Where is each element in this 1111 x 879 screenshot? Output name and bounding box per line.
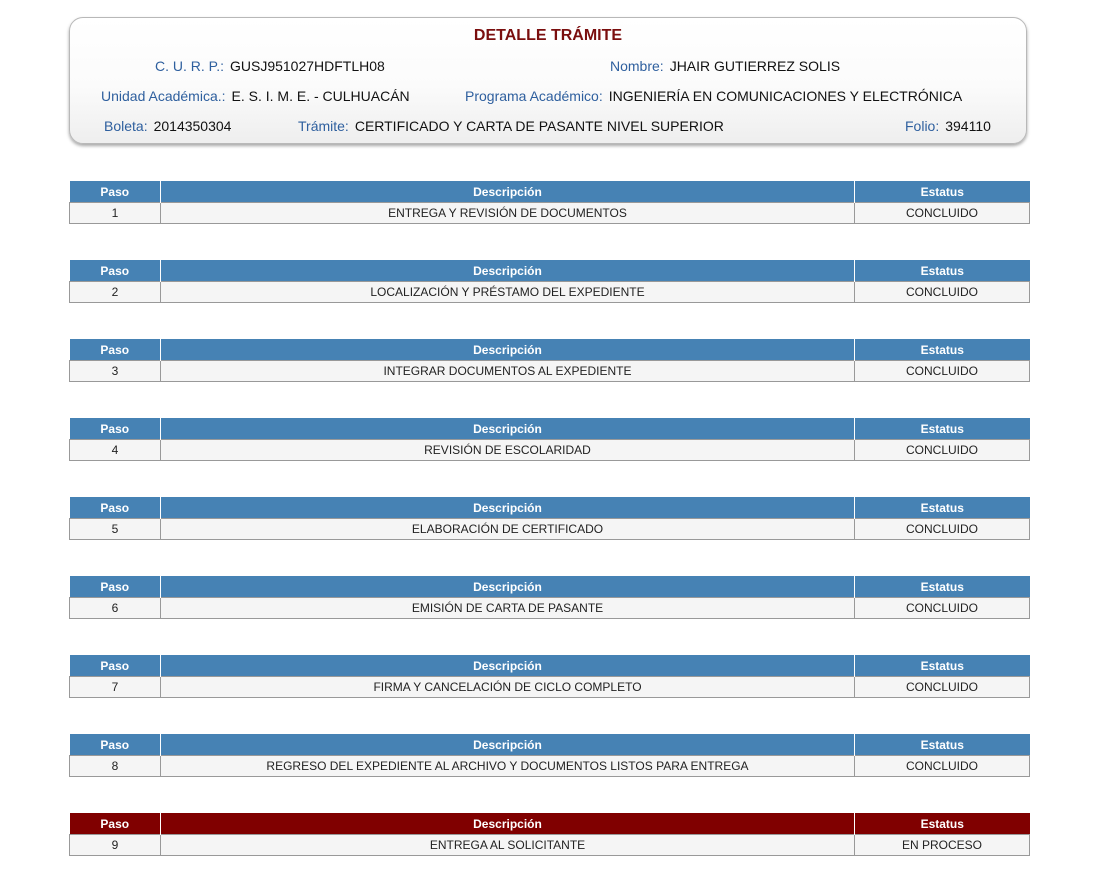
descripcion-header: Descripción [161,576,855,598]
estatus-header: Estatus [855,260,1030,282]
nombre-field [610,58,840,74]
estatus-cell: CONCLUIDO [855,598,1030,619]
estatus-cell: CONCLUIDO [855,519,1030,540]
estatus-cell: CONCLUIDO [855,677,1030,698]
programa-value: INGENIERÍA EN COMUNICACIONES Y ELECTRÓNICA [608,88,963,104]
table-row [70,598,1030,619]
folio-value: 394110 [945,118,991,134]
paso-header: Paso [70,418,161,440]
boleta-label: Boleta: [104,118,148,134]
paso-header: Paso [70,576,161,598]
estatus-header: Estatus [855,181,1030,203]
table-header-row [70,418,1030,440]
estatus-cell: CONCLUIDO [855,440,1030,461]
table-row [70,282,1030,303]
estatus-header: Estatus [855,339,1030,361]
step-table-6 [69,576,1030,619]
estatus-header: Estatus [855,734,1030,756]
descripcion-header: Descripción [161,655,855,677]
folio-field [905,118,991,134]
estatus-cell: CONCLUIDO [855,203,1030,224]
programa-label: Programa Académico: [465,88,603,104]
step-table-1 [69,181,1030,224]
table-header-row [70,497,1030,519]
paso-cell: 9 [70,835,161,856]
curp-value: GUSJ951027HDFTLH08 [229,58,385,74]
paso-cell: 4 [70,440,161,461]
paso-cell: 6 [70,598,161,619]
descripcion-header: Descripción [161,418,855,440]
step-table-2 [69,260,1030,303]
unidad-label: Unidad Académica.: [101,88,226,104]
paso-cell: 2 [70,282,161,303]
table-header-row [70,339,1030,361]
descripcion-cell: INTEGRAR DOCUMENTOS AL EXPEDIENTE [161,361,855,382]
step-table-9 [69,813,1030,856]
estatus-header: Estatus [855,576,1030,598]
descripcion-cell: LOCALIZACIÓN Y PRÉSTAMO DEL EXPEDIENTE [161,282,855,303]
page-title: DETALLE TRÁMITE [473,27,623,44]
table-row [70,203,1030,224]
descripcion-cell: REVISIÓN DE ESCOLARIDAD [161,440,855,461]
descripcion-cell: FIRMA Y CANCELACIÓN DE CICLO COMPLETO [161,677,855,698]
curp-field [155,58,385,74]
descripcion-cell: ENTREGA AL SOLICITANTE [161,835,855,856]
paso-header: Paso [70,339,161,361]
paso-cell: 7 [70,677,161,698]
paso-cell: 1 [70,203,161,224]
estatus-header: Estatus [855,418,1030,440]
step-table-7 [69,655,1030,698]
paso-header: Paso [70,260,161,282]
table-header-row [70,260,1030,282]
programa-field [465,88,962,104]
table-row [70,835,1030,856]
table-header-row [70,655,1030,677]
table-row [70,677,1030,698]
paso-header: Paso [70,655,161,677]
step-table-5 [69,497,1030,540]
table-row [70,440,1030,461]
descripcion-header: Descripción [161,734,855,756]
tramite-label: Trámite: [298,118,349,134]
paso-cell: 5 [70,519,161,540]
boleta-value: 2014350304 [153,118,232,134]
estatus-cell: CONCLUIDO [855,756,1030,777]
paso-cell: 3 [70,361,161,382]
paso-header: Paso [70,813,161,835]
descripcion-cell: EMISIÓN DE CARTA DE PASANTE [161,598,855,619]
table-row [70,361,1030,382]
folio-label: Folio: [905,118,940,134]
paso-header: Paso [70,734,161,756]
estatus-header: Estatus [855,813,1030,835]
estatus-cell: CONCLUIDO [855,282,1030,303]
table-row [70,756,1030,777]
step-table-4 [69,418,1030,461]
nombre-label: Nombre: [610,58,664,74]
descripcion-header: Descripción [161,339,855,361]
table-header-row [70,813,1030,835]
tramite-field [298,118,724,134]
estatus-cell: EN PROCESO [855,835,1030,856]
table-header-row [70,181,1030,203]
step-table-3 [69,339,1030,382]
table-header-row [70,576,1030,598]
step-table-8 [69,734,1030,777]
descripcion-header: Descripción [161,181,855,203]
paso-cell: 8 [70,756,161,777]
descripcion-header: Descripción [161,813,855,835]
paso-header: Paso [70,181,161,203]
descripcion-cell: REGRESO DEL EXPEDIENTE AL ARCHIVO Y DOCUMENTOS LISTOS PARA ENTREGA [161,756,855,777]
table-header-row [70,734,1030,756]
tramite-value: CERTIFICADO Y CARTA DE PASANTE NIVEL SUPERIOR [354,118,724,134]
estatus-header: Estatus [855,497,1030,519]
descripcion-cell: ELABORACIÓN DE CERTIFICADO [161,519,855,540]
nombre-value: JHAIR GUTIERREZ SOLIS [669,58,841,74]
paso-header: Paso [70,497,161,519]
curp-label: C. U. R. P.: [155,58,224,74]
descripcion-header: Descripción [161,260,855,282]
descripcion-cell: ENTREGA Y REVISIÓN DE DOCUMENTOS [161,203,855,224]
unidad-field [101,88,410,104]
boleta-field [104,118,231,134]
descripcion-header: Descripción [161,497,855,519]
detail-panel [69,17,1027,144]
estatus-cell: CONCLUIDO [855,361,1030,382]
estatus-header: Estatus [855,655,1030,677]
unidad-value: E. S. I. M. E. - CULHUACÁN [231,88,410,104]
table-row [70,519,1030,540]
